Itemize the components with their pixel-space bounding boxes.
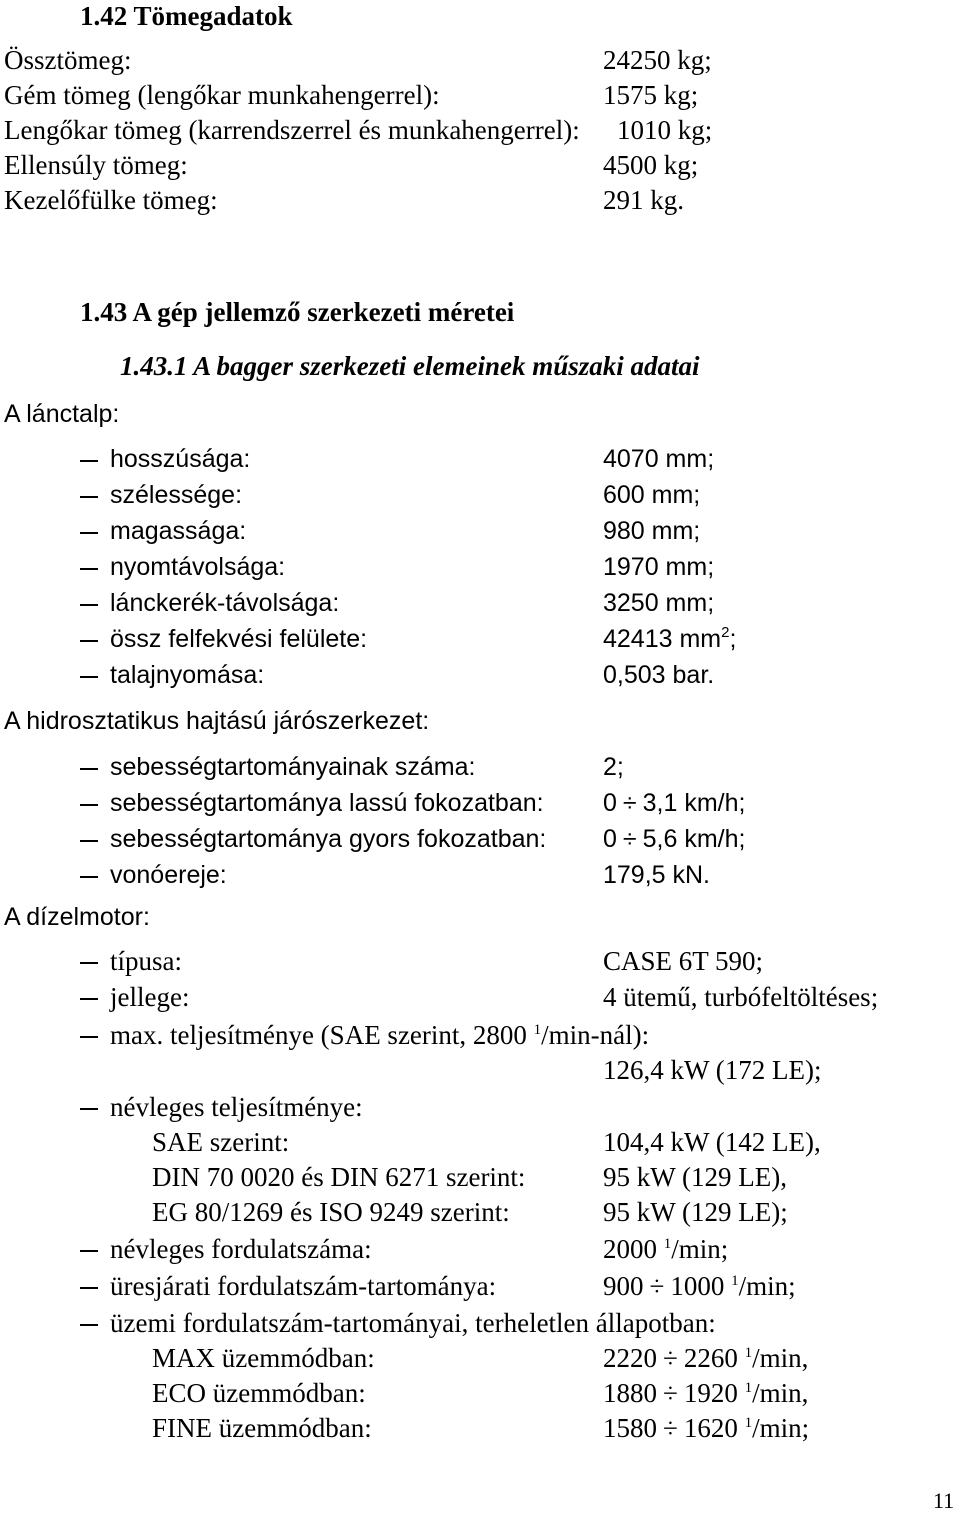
spec-sublabel: MAX üzemmódban: xyxy=(152,1343,375,1373)
spec-label: sebességtartománya lassú fokozatban: xyxy=(110,789,544,817)
spec-value: 1880 ÷ 1920 $^1$/min, xyxy=(603,1378,809,1408)
spec-value: 0 ÷ 3,1 km/h; xyxy=(603,789,746,817)
spec-label: jellege: xyxy=(110,982,190,1012)
divide-symbol: ÷ xyxy=(649,1271,665,1301)
spec-label: hosszúsága: xyxy=(110,445,251,473)
dash-bullet xyxy=(80,1324,98,1326)
spec-value: 104,4 kW (142 LE), xyxy=(603,1127,821,1157)
dash-bullet xyxy=(80,998,98,1000)
dash-bullet xyxy=(80,568,98,570)
group-title-hidro: A hidrosztatikus hajtású járószerkezet: xyxy=(4,707,430,735)
spec-label: sebességtartományainak száma: xyxy=(110,753,476,781)
spec-value: 0,503 bar. xyxy=(603,661,715,689)
dash-bullet xyxy=(80,1036,98,1038)
divide-symbol: ÷ xyxy=(622,789,637,817)
spec-sublabel: FINE üzemmódban: xyxy=(152,1413,372,1443)
spec-value: 42413 $mm^2$; xyxy=(603,624,737,653)
mass-row-value: 1010 kg; xyxy=(617,115,713,145)
spec-value: 126,4 kW (172 LE); xyxy=(603,1055,822,1085)
divide-symbol: ÷ xyxy=(663,1378,678,1408)
spec-value: 2000 $^1$/min; xyxy=(603,1234,729,1264)
spec-sublabel: DIN 70 0020 és DIN 6271 szerint: xyxy=(152,1162,526,1192)
spec-value: 0 ÷ 5,6 km/h; xyxy=(603,825,746,853)
spec-value: 600 mm; xyxy=(603,481,701,509)
dash-bullet xyxy=(80,840,98,842)
spec-label: üzemi fordulatszám-tartományai, terheletlen állapotban: xyxy=(110,1308,716,1338)
spec-value: 4 ütemű, turbófeltöltéses; xyxy=(603,982,879,1012)
dash-bullet xyxy=(80,640,98,642)
dash-bullet xyxy=(80,768,98,770)
spec-value: 900 ÷ 1000 $^1$/min; xyxy=(603,1271,796,1301)
spec-label: nyomtávolsága: xyxy=(110,553,286,581)
group-title-motor: A dízelmotor: xyxy=(4,903,150,931)
mass-row-label: Ellensúly tömeg: xyxy=(4,150,188,180)
spec-value: CASE 6T 590; xyxy=(603,946,764,976)
dash-bullet xyxy=(80,676,98,678)
group-title-lanctalp: A lánctalp: xyxy=(4,400,120,428)
dash-bullet xyxy=(80,460,98,462)
spec-value: 1970 mm; xyxy=(603,553,715,581)
mass-row-value: 4500 kg; xyxy=(603,150,699,180)
section-heading-143: 1.43 A gép jellemző szerkezeti méretei xyxy=(80,297,515,327)
spec-value: 95 kW (129 LE); xyxy=(603,1197,788,1227)
spec-label: magassága: xyxy=(110,517,247,545)
dash-bullet xyxy=(80,1287,98,1289)
spec-value: 3250 mm; xyxy=(603,589,715,617)
spec-sublabel: EG 80/1269 és ISO 9249 szerint: xyxy=(152,1197,510,1227)
dash-bullet xyxy=(80,804,98,806)
subsection-heading-1431: 1.43.1 A bagger szerkezeti elemeinek műszaki adatai xyxy=(120,351,700,381)
spec-label: üresjárati fordulatszám-tartománya: xyxy=(110,1271,497,1301)
divide-symbol: ÷ xyxy=(663,1413,678,1443)
dash-bullet xyxy=(80,1250,98,1252)
mass-row-label: Gém tömeg (lengőkar munkahengerrel): xyxy=(4,80,440,110)
spec-label: talajnyomása: xyxy=(110,661,265,689)
mass-row-label: Lengőkar tömeg (karrendszerrel és munkahengerrel): xyxy=(4,115,580,145)
spec-sublabel: SAE szerint: xyxy=(152,1127,290,1157)
dash-bullet xyxy=(80,532,98,534)
spec-label: vonóereje: xyxy=(110,861,227,889)
spec-label: sebességtartománya gyors fokozatban: xyxy=(110,825,547,853)
divide-symbol: ÷ xyxy=(622,825,637,853)
spec-sublabel: ECO üzemmódban: xyxy=(152,1378,366,1408)
dash-bullet xyxy=(80,604,98,606)
spec-label: névleges fordulatszáma: xyxy=(110,1234,372,1264)
spec-value: 2220 ÷ 2260 $^1$/min, xyxy=(603,1343,809,1373)
spec-label: névleges teljesítménye: xyxy=(110,1092,363,1122)
mass-row-value: 291 kg. xyxy=(603,185,684,215)
divide-symbol: ÷ xyxy=(663,1343,678,1373)
spec-value: 2; xyxy=(603,753,624,781)
dash-bullet xyxy=(80,1108,98,1110)
spec-value: 980 mm; xyxy=(603,517,701,545)
spec-label: típusa: xyxy=(110,946,182,976)
mass-row-value: 24250 kg; xyxy=(603,45,712,75)
mass-row-label: Össztömeg: xyxy=(4,45,132,75)
spec-label: össz felfekvési felülete: xyxy=(110,625,368,653)
mass-row-value: 1575 kg; xyxy=(603,80,699,110)
dash-bullet xyxy=(80,962,98,964)
mass-row-label: Kezelőfülke tömeg: xyxy=(4,185,218,215)
spec-label: szélessége: xyxy=(110,481,243,509)
section-heading-142: 1.42 Tömegadatok xyxy=(80,1,293,31)
spec-value: 179,5 kN. xyxy=(603,861,711,889)
spec-value: 4070 mm; xyxy=(603,445,715,473)
page-number: 11 xyxy=(933,1488,955,1513)
spec-label: max. teljesítménye (SAE szerint, 2800 $^1$/min-nál): xyxy=(110,1020,650,1050)
spec-value: 95 kW (129 LE), xyxy=(603,1162,787,1192)
dash-bullet xyxy=(80,496,98,498)
spec-value: 1580 ÷ 1620 $^1$/min; xyxy=(603,1413,810,1443)
spec-label: lánckerék-távolsága: xyxy=(110,589,340,617)
dash-bullet xyxy=(80,876,98,878)
